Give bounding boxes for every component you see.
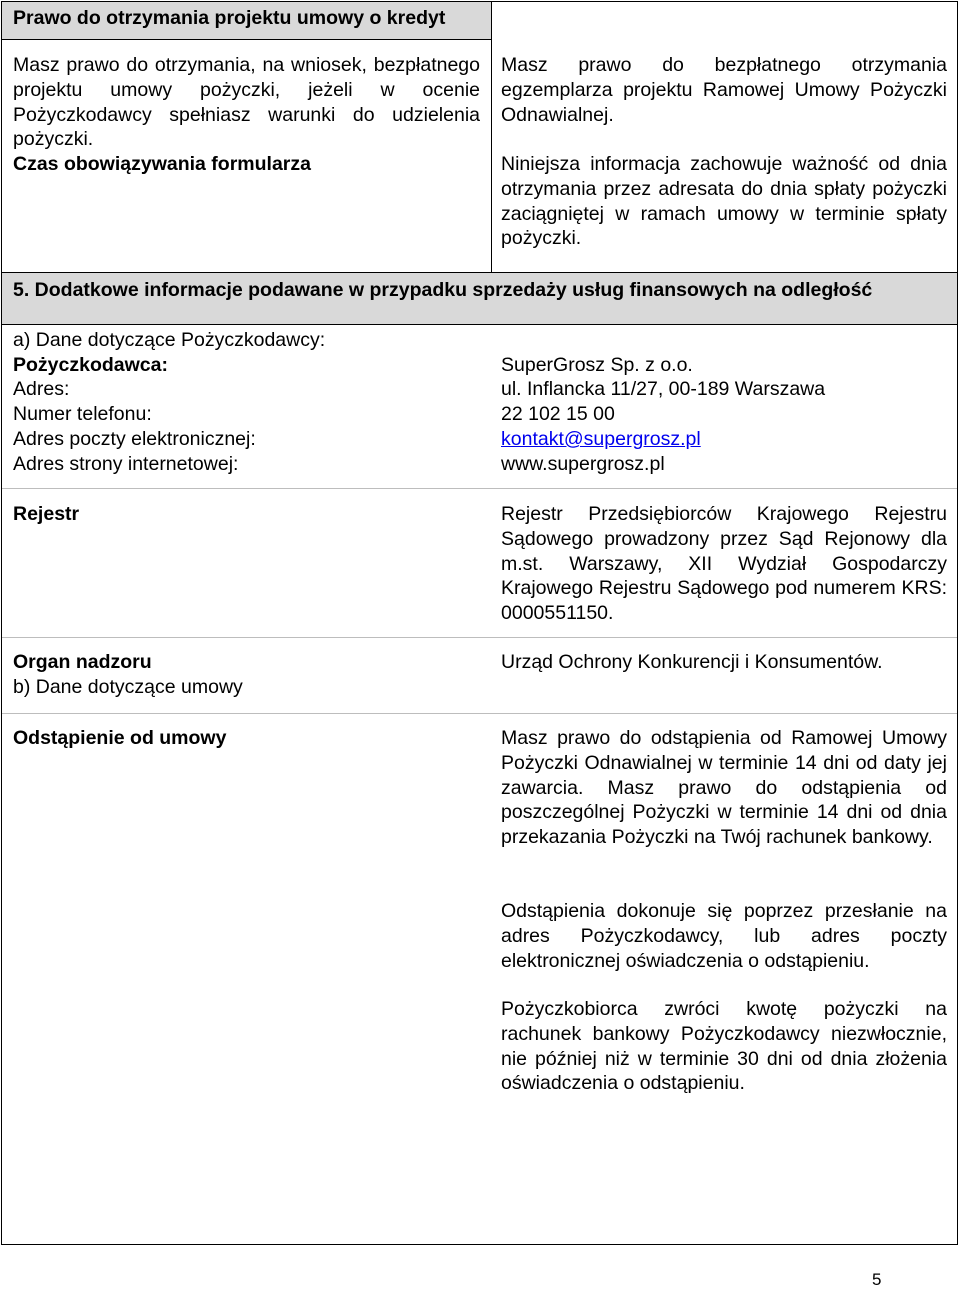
email-label: Adres poczty elektronicznej: bbox=[13, 428, 256, 450]
table-border bbox=[1, 39, 492, 40]
free-copy-paragraph: Masz prawo do bezpłatnego otrzymania egzemplarza projektu Ramowej Umowy Pożyczki Odnawialnej. bbox=[501, 54, 947, 126]
address-label: Adres: bbox=[13, 378, 70, 400]
page-number: 5 bbox=[872, 1270, 882, 1289]
row-separator bbox=[2, 713, 957, 714]
row-separator bbox=[2, 637, 957, 638]
table-border bbox=[1, 272, 958, 273]
row-separator bbox=[2, 488, 957, 489]
section-heading-project: Prawo do otrzymania projektu umowy o kredyt bbox=[13, 7, 446, 29]
phone-value: 22 102 15 00 bbox=[501, 403, 615, 425]
supervisor-value: Urząd Ochrony Konkurencji i Konsumentów. bbox=[501, 651, 883, 673]
register-value: Rejestr Przedsiębiorców Krajowego Rejestru Sądowego prowadzony przez Sąd Rejonowy dla m.st. Warszawy, XII Wydział Gospodarczy Krajowego Rejestru Sądowego pod numerem KRS: 0000551150. bbox=[501, 503, 947, 625]
form-validity-heading: Czas obowiązywania formularza bbox=[13, 153, 311, 175]
address-value: ul. Inflancka 11/27, 00-189 Warszawa bbox=[501, 378, 826, 400]
table-border bbox=[1, 1, 958, 2]
section5-heading: 5. Dodatkowe informacje podawane w przypadku sprzedaży usług finansowych na odległość bbox=[13, 279, 873, 301]
project-right-paragraph: Masz prawo do otrzymania, na wniosek, bezpłatnego projektu umowy pożyczki, jeżeli w ocenie Pożyczkodawcy spełniasz warunki do udzielenia pożyczki. bbox=[13, 54, 480, 151]
website-value: www.supergrosz.pl bbox=[501, 453, 665, 475]
lender-data-subheading: a) Dane dotyczące Pożyczkodawcy: bbox=[13, 329, 326, 351]
email-link[interactable]: kontakt@supergrosz.pl bbox=[501, 428, 701, 450]
lender-label: Pożyczkodawca: bbox=[13, 354, 168, 376]
withdrawal-paragraph-2: Odstąpienia dokonuje się poprzez przesłanie na adres Pożyczkodawcy, lub adres poczty elektronicznej oświadczenia o odstąpieniu. bbox=[501, 900, 947, 972]
register-label: Rejestr bbox=[13, 503, 80, 525]
contract-data-subheading: b) Dane dotyczące umowy bbox=[13, 676, 243, 698]
table-border bbox=[1, 1244, 958, 1245]
withdrawal-paragraph-3: Pożyczkobiorca zwróci kwotę pożyczki na rachunek bankowy Pożyczkodawcy niezwłocznie, nie później niż w terminie 30 dni od dnia złożenia oświadczenia o odstąpieniu. bbox=[501, 998, 947, 1095]
lender-value: SuperGrosz Sp. z o.o. bbox=[501, 354, 693, 376]
website-label: Adres strony internetowej: bbox=[13, 453, 239, 475]
table-border bbox=[491, 1, 492, 273]
table-border bbox=[957, 1, 958, 1245]
validity-paragraph: Niniejsza informacja zachowuje ważność od dnia otrzymania przez adresata do dnia spłaty pożyczki zaciągniętej w ramach umowy w terminie spłaty pożyczki. bbox=[501, 153, 947, 250]
supervisor-label: Organ nadzoru bbox=[13, 651, 152, 673]
phone-label: Numer telefonu: bbox=[13, 403, 152, 425]
table-border bbox=[1, 324, 958, 325]
withdrawal-paragraph-1: Masz prawo do odstąpienia od Ramowej Umowy Pożyczki Odnawialnej w terminie 14 dni od daty jej zawarcia. Masz prawo do odstąpienia od poszczególnej Pożyczki w terminie 14 dni od dnia przekazania Pożyczki na Twój rachunek bankowy. bbox=[501, 727, 947, 849]
withdrawal-label: Odstąpienie od umowy bbox=[13, 727, 227, 749]
table-border bbox=[1, 1, 2, 1245]
